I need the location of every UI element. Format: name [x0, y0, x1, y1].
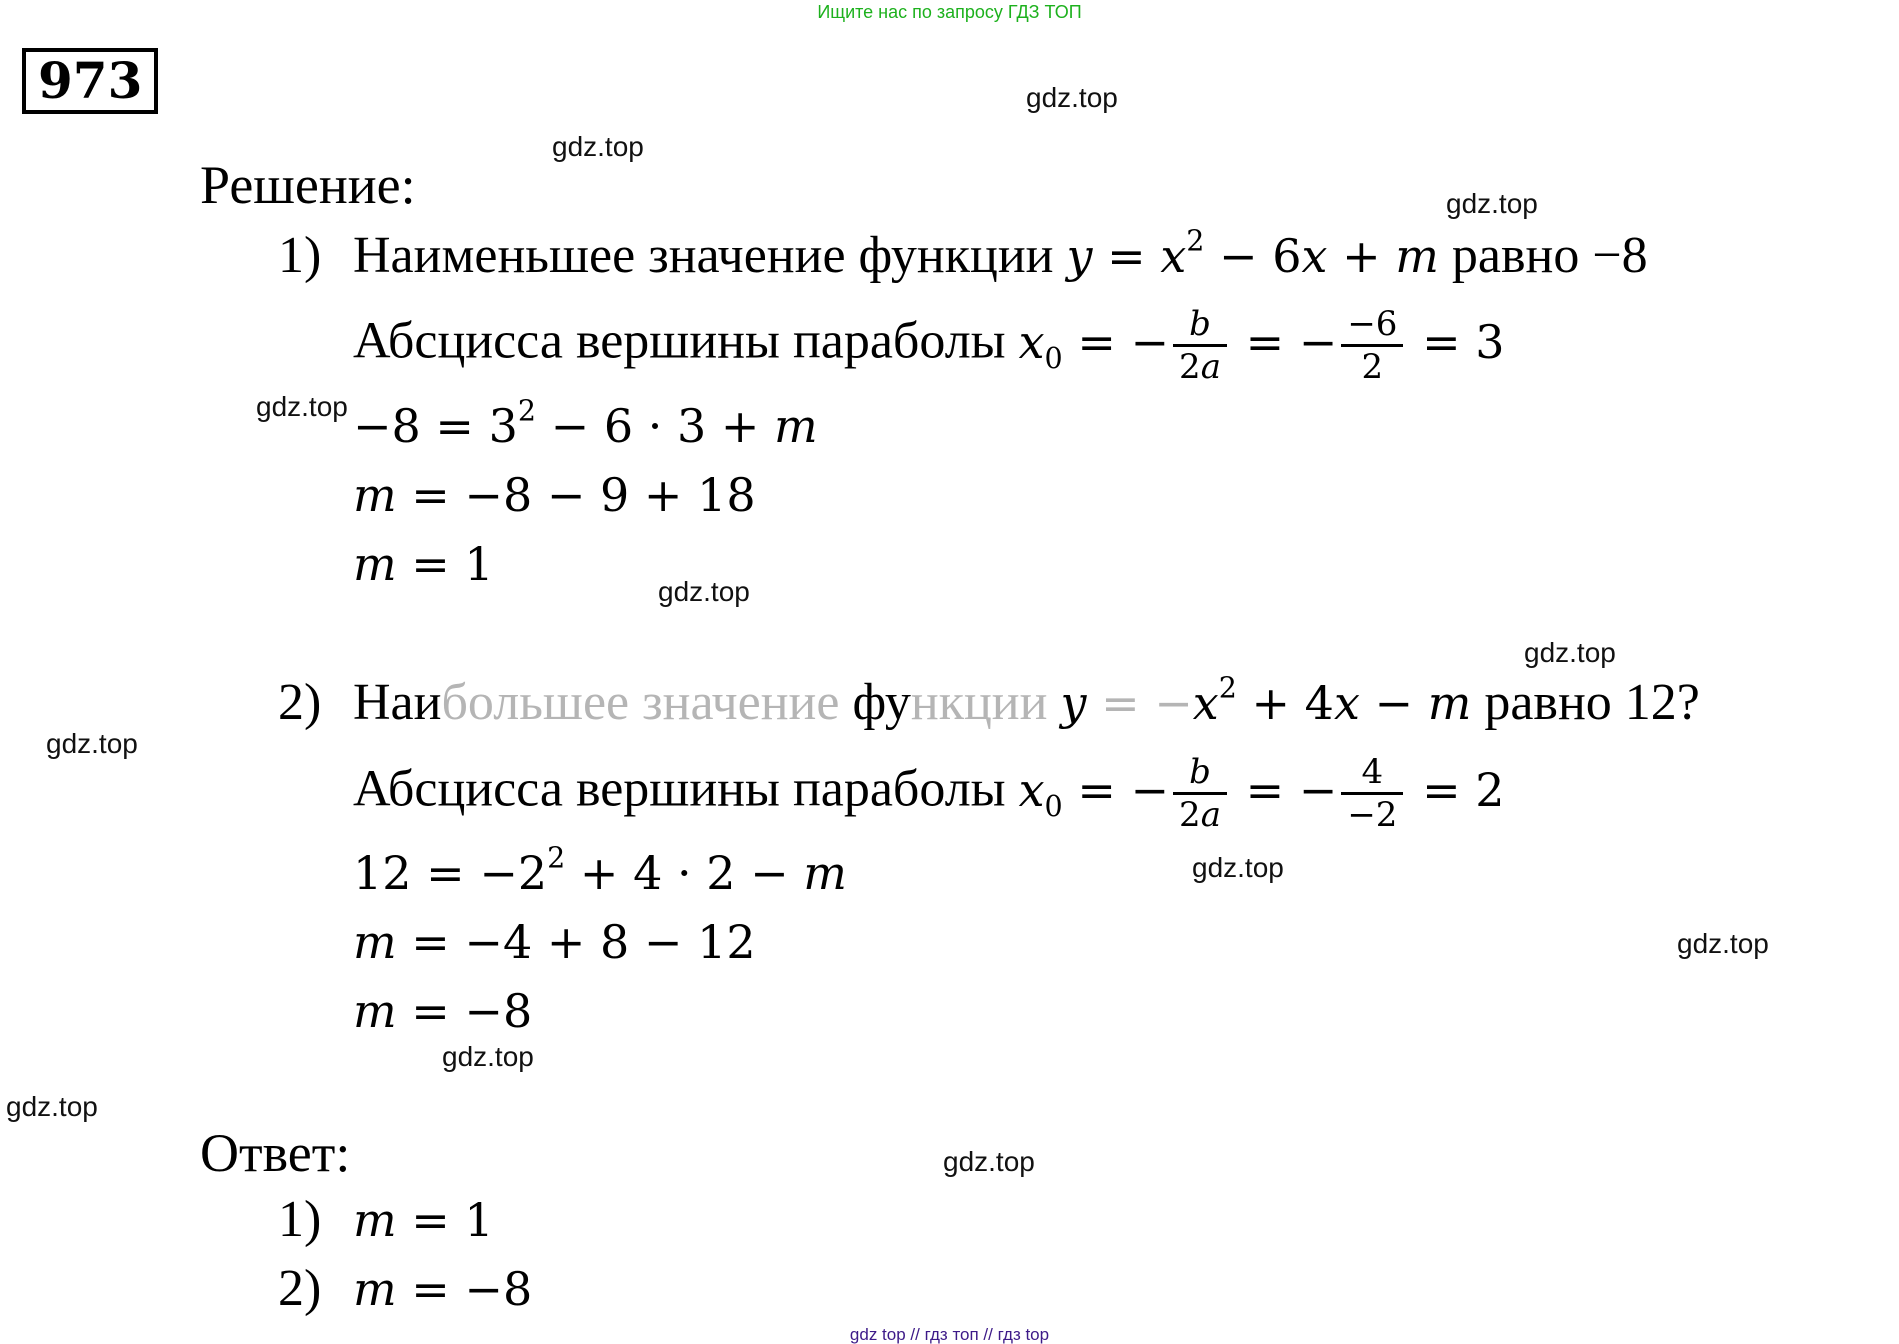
watermark: gdz.top [552, 131, 644, 162]
part2-equation-3: m = −8 [353, 984, 533, 1038]
part2-equation-2: m = −4 + 8 − 12 [353, 915, 756, 969]
part2-vertex-formula: $x_0$ = − $\frac{b}{2a}$ = − $\frac{4}{-2}$ = 2 [1018, 752, 1505, 835]
part1-vertex-formula: $x_0$ = − $\frac{b}{2a}$ = − $\frac{-6}{2}$ = 3 [1018, 304, 1505, 387]
part1-number: 1) [278, 227, 322, 284]
watermark: gdz.top [1026, 82, 1118, 113]
part2-equation-1: $12 = -2^2 + 4 \cdot 2 - m$ [353, 841, 847, 900]
part1-statement [353, 226, 1648, 286]
part1-fraction-value: $\frac{-6}{2}$ [1341, 304, 1403, 387]
part1-equation-1: $-8 = 3^2 - 6 \cdot 3 + m$ [353, 394, 818, 453]
part2-statement-text: Наибольшее значение функции [353, 674, 1048, 731]
watermark: gdz.top [6, 1091, 98, 1122]
part1-equation-3: m = 1 [353, 537, 494, 591]
watermark: gdz.top [1192, 852, 1284, 883]
watermark: gdz.top [943, 1146, 1035, 1177]
answer-2-number: 2) [278, 1260, 322, 1317]
watermark: gdz.top [1446, 188, 1538, 219]
part2-vertex-text: Абсцисса вершины параболы [353, 760, 1006, 818]
part2-fraction-value: $\frac{4}{-2}$ [1341, 752, 1403, 835]
part1-statement-tail: равно −8 [1451, 227, 1648, 284]
task-number: 973 [22, 48, 158, 114]
watermark: gdz.top [256, 391, 348, 422]
solution-heading: Решение: [200, 155, 416, 215]
part2-number: 2) [278, 674, 322, 731]
answer-1-number: 1) [278, 1191, 322, 1248]
watermark: gdz.top [658, 576, 750, 607]
answer-2: m = −8 [353, 1262, 533, 1316]
watermark: gdz.top [1677, 928, 1769, 959]
part2-function: $y = -x^2 + 4x - m$ [1060, 671, 1472, 730]
part2-statement [353, 673, 1700, 733]
part1-vertex-text: Абсцисса вершины параболы [353, 312, 1006, 370]
watermark: gdz.top [1524, 637, 1616, 668]
part1-statement-text: Наименьшее значение функции [353, 227, 1054, 284]
bottom-banner: gdz top // гдз топ // гдз top [849, 1325, 1050, 1344]
top-banner: Ищите нас по запросу ГДЗ ТОП [817, 2, 1082, 22]
answer-1: m = 1 [353, 1193, 494, 1247]
part2-fraction-b-2a: $\frac{b}{2a}$ [1173, 752, 1227, 835]
part1-vertex [353, 304, 1505, 387]
part1-fraction-b-2a: $\frac{b}{2a}$ [1173, 304, 1227, 387]
answer-heading: Ответ: [200, 1123, 351, 1183]
part2-vertex [353, 752, 1505, 835]
watermark: gdz.top [46, 728, 138, 759]
part1-equation-2: m = −8 − 9 + 18 [353, 468, 756, 522]
part2-statement-tail: равно 12? [1484, 674, 1700, 731]
watermark: gdz.top [442, 1041, 534, 1072]
part1-function: $y = x^2 - 6x + m$ [1066, 224, 1439, 283]
